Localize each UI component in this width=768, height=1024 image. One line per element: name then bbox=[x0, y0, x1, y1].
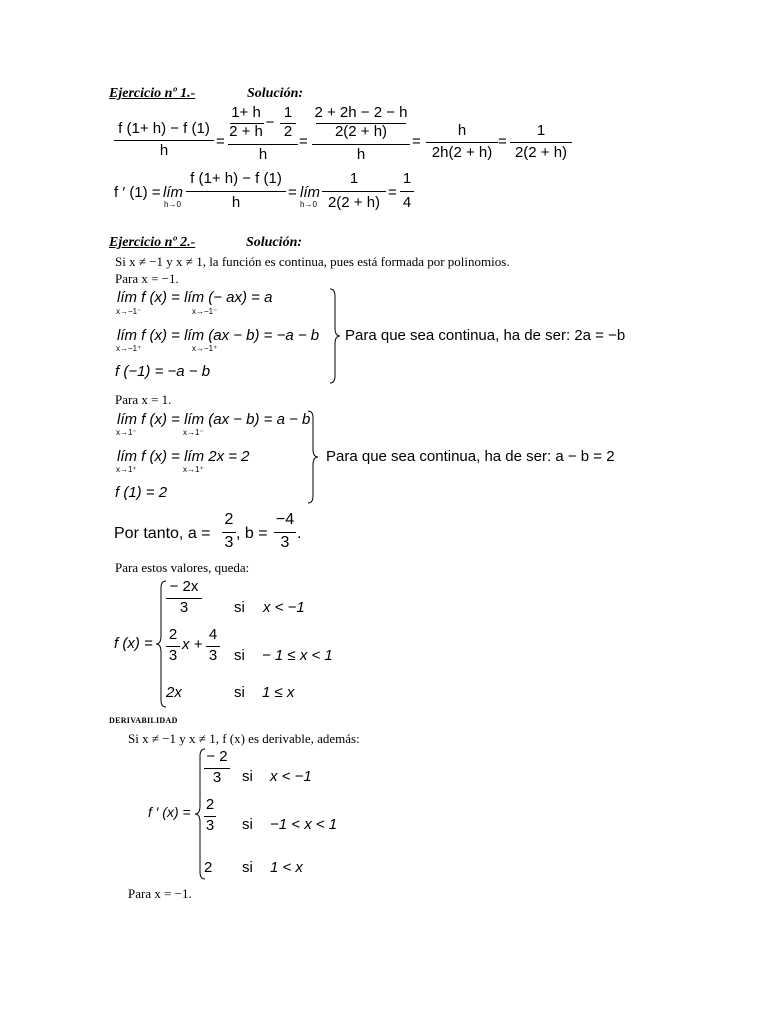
deriv-q1-den: 3 bbox=[212, 769, 222, 786]
ex2-p3-condition: 1 ≤ x bbox=[262, 684, 295, 701]
lim-subscript: x→1⁻ bbox=[183, 428, 204, 437]
ex2-b-num: −4 bbox=[275, 511, 295, 528]
deriv-q2-den: 3 bbox=[205, 817, 215, 834]
ex1-d-fraction bbox=[426, 120, 498, 164]
ex1-e-den: 2(2 + h) bbox=[514, 144, 568, 161]
lim-label: lím bbox=[163, 184, 183, 201]
equals-sign: = bbox=[216, 133, 225, 150]
deriv-q1-num: − 2 bbox=[206, 748, 228, 765]
ex2-p1-num: − 2x bbox=[169, 578, 199, 595]
deriv-q3-condition: 1 < x bbox=[270, 859, 303, 876]
ex1-heading bbox=[109, 86, 195, 102]
lim-subscript: h→0 bbox=[164, 200, 181, 209]
equals-sign: = bbox=[388, 184, 397, 201]
ex1-dr-num: 1 bbox=[349, 170, 359, 187]
ex1-b-half-num: 1 bbox=[283, 104, 293, 121]
deriv-q2-condition: −1 < x < 1 bbox=[270, 816, 338, 833]
ex2-p3-si: si bbox=[234, 684, 245, 701]
ex2-limit-left-1: lím f (x) = lím (ax − b) = a − b bbox=[117, 411, 311, 428]
ex1-b-top-den: 2 + h bbox=[229, 123, 263, 140]
ex2-value-1: f (1) = 2 bbox=[115, 484, 168, 501]
ex1-c-top-den: 2(2 + h) bbox=[334, 123, 388, 140]
ex1-e-fraction bbox=[510, 120, 572, 164]
ex2-heading-label: Ejercicio nº 2.- bbox=[109, 235, 196, 250]
lim-subscript: x→−1⁻ bbox=[192, 307, 218, 316]
ex1-dr-fraction bbox=[322, 170, 386, 214]
ex2-p2-mid: x + bbox=[182, 636, 203, 653]
ex1-result-fraction bbox=[400, 170, 414, 214]
equals-sign: = bbox=[498, 133, 507, 150]
ex2-piece2-fraction-b bbox=[206, 626, 220, 668]
deriv-q2-fraction bbox=[204, 796, 216, 838]
lim-subscript: x→1⁺ bbox=[116, 465, 137, 474]
ex1-dr-den: 2(2 + h) bbox=[327, 194, 381, 211]
ex1-b-half-den: 2 bbox=[283, 123, 293, 140]
ex1-b-complex-fraction bbox=[228, 104, 298, 168]
ex2-p2-si: si bbox=[234, 647, 245, 664]
deriv-q3-si: si bbox=[242, 859, 253, 876]
ex1-lhs-fraction bbox=[114, 118, 214, 162]
ex1-dl-num: f (1+ h) − f (1) bbox=[190, 170, 282, 187]
ex2-p2-b-num: 4 bbox=[208, 626, 218, 643]
deriv-intro: Si x ≠ −1 y x ≠ 1, f (x) es derivable, además: bbox=[128, 731, 360, 746]
ex1-derivative-lhs: f ′ (1) = bbox=[114, 184, 161, 201]
ex2-a-num: 2 bbox=[224, 511, 234, 528]
ex1-solution-label: Solución: bbox=[247, 86, 304, 101]
deriv-q3: 2 bbox=[204, 859, 213, 876]
ex2-para1: Para x = −1. bbox=[115, 271, 179, 286]
lim-subscript: x→1⁻ bbox=[116, 428, 137, 437]
deriv-q1-si: si bbox=[242, 768, 253, 785]
lim-subscript: h→0 bbox=[300, 200, 317, 209]
ex1-derivative-fraction bbox=[186, 170, 286, 214]
ex2-a-den: 3 bbox=[224, 534, 234, 551]
ex2-p1-den: 3 bbox=[179, 599, 189, 616]
deriv-fpx-label: f ′ (x) = bbox=[148, 804, 191, 820]
lim-subscript: x→−1⁺ bbox=[116, 344, 142, 353]
lim-subscript: x→−1⁻ bbox=[116, 307, 142, 316]
ex2-period: . bbox=[297, 525, 302, 542]
ex2-solution-label: Solución: bbox=[246, 235, 303, 250]
ex2-p2-condition: − 1 ≤ x < 1 bbox=[262, 647, 333, 664]
ex2-piece3: 2x bbox=[166, 684, 182, 701]
deriv-title: DERIVABILIDAD bbox=[109, 716, 178, 725]
ex1-lhs-numerator: f (1+ h) − f (1) bbox=[118, 120, 210, 137]
ex2-b-label: , b = bbox=[236, 525, 268, 542]
ex2-portanto: Por tanto, a = bbox=[114, 525, 211, 542]
ex1-b-den: h bbox=[258, 146, 268, 163]
ex1-heading-label: Ejercicio nº 1.- bbox=[109, 86, 196, 101]
ex1-b-minus: − bbox=[265, 114, 275, 131]
ex2-condition-1: Para que sea continua, ha de ser: 2a = −b bbox=[345, 327, 626, 344]
ex2-p2-a-den: 3 bbox=[168, 647, 178, 664]
ex2-piece1-fraction bbox=[166, 578, 202, 620]
lim-label: lím bbox=[300, 184, 320, 201]
ex2-p1-si: si bbox=[234, 599, 245, 616]
ex2-b-value-fraction bbox=[274, 511, 296, 555]
ex2-para2: Para x = 1. bbox=[115, 392, 172, 407]
ex2-condition-2: Para que sea continua, ha de ser: a − b = 2 bbox=[326, 448, 615, 465]
equals-sign: = bbox=[288, 184, 297, 201]
deriv-q1-condition: x < −1 bbox=[270, 768, 312, 785]
ex1-d-num: h bbox=[457, 122, 467, 139]
deriv-para: Para x = −1. bbox=[128, 886, 192, 901]
equals-sign: = bbox=[299, 133, 308, 150]
ex1-lhs-denominator: h bbox=[159, 142, 169, 159]
ex1-b-top-num: 1+ h bbox=[231, 104, 261, 121]
ex2-intro: Si x ≠ −1 y x ≠ 1, la función es continua, pues está formada por polinomios. bbox=[115, 254, 510, 269]
lim-subscript: x→−1⁺ bbox=[192, 344, 218, 353]
lim-subscript: x→1⁺ bbox=[183, 465, 204, 474]
ex2-limit-right-minus1: lím f (x) = lím (ax − b) = −a − b bbox=[117, 327, 320, 344]
ex2-p1-condition: x < −1 bbox=[263, 599, 305, 616]
deriv-q2-si: si bbox=[242, 816, 253, 833]
equals-sign: = bbox=[412, 133, 421, 150]
ex1-d-den: 2h(2 + h) bbox=[431, 144, 493, 161]
ex2-limit-left-minus1: lím f (x) = lím (− ax) = a bbox=[117, 289, 273, 306]
ex2-fx-label: f (x) = bbox=[114, 635, 153, 652]
ex1-res-den: 4 bbox=[402, 194, 412, 211]
ex2-p2-a-num: 2 bbox=[168, 626, 178, 643]
deriv-q2-num: 2 bbox=[205, 796, 215, 813]
ex1-c-top-num: 2 + 2h − 2 − h bbox=[314, 104, 408, 121]
ex2-b-den: 3 bbox=[280, 534, 290, 551]
ex2-p2-b-den: 3 bbox=[208, 647, 218, 664]
ex2-valores: Para estos valores, queda: bbox=[115, 560, 250, 575]
ex2-a-value-fraction bbox=[222, 511, 236, 555]
ex1-c-complex-fraction bbox=[312, 104, 410, 168]
ex1-c-den: h bbox=[356, 146, 366, 163]
ex2-value-minus1: f (−1) = −a − b bbox=[115, 363, 211, 380]
deriv-q1-fraction bbox=[204, 748, 230, 790]
ex1-dl-den: h bbox=[231, 194, 241, 211]
ex2-limit-right-1: lím f (x) = lím 2x = 2 bbox=[117, 448, 250, 465]
right-brace bbox=[306, 410, 320, 504]
right-brace bbox=[328, 288, 342, 384]
ex2-piece2-fraction-a bbox=[166, 626, 180, 668]
ex2-heading bbox=[109, 235, 195, 251]
ex1-e-num: 1 bbox=[536, 122, 546, 139]
ex1-res-num: 1 bbox=[402, 170, 412, 187]
